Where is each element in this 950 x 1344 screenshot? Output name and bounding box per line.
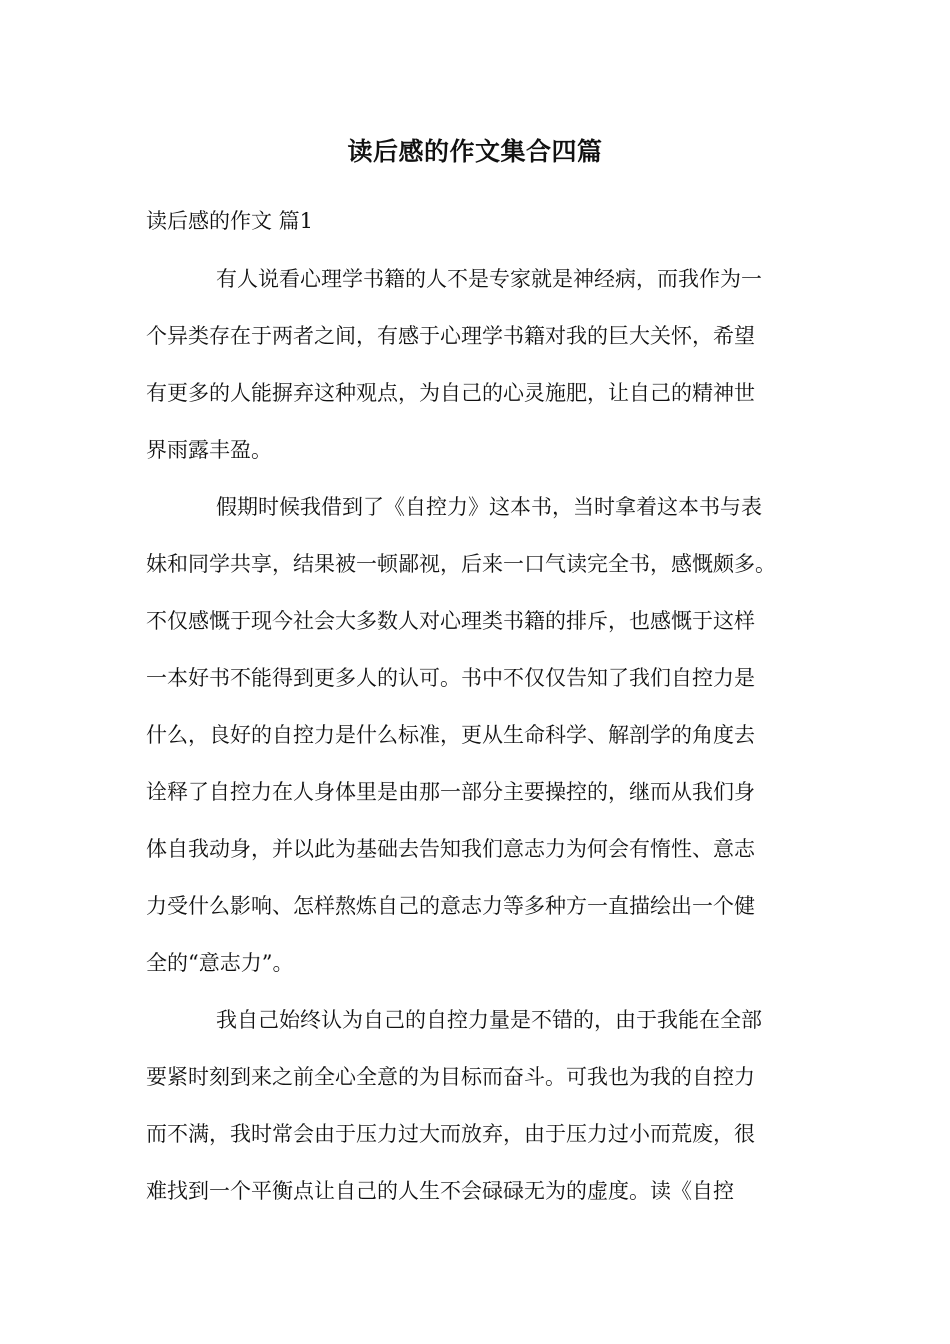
paragraph-line: 诠释了自控力在人身体里是由那一部分主要操控的，继而从我们身 [146, 780, 755, 804]
paragraph-line: 界雨露丰盈。 [146, 438, 272, 462]
paragraph-line: 难找到一个平衡点让自己的人生不会碌碌无为的虚度。读《自控 [146, 1179, 734, 1203]
paragraph-line: 要紧时刻到来之前全心全意的为目标而奋斗。可我也为我的自控力 [146, 1065, 755, 1089]
paragraph-line: 一本好书不能得到更多人的认可。书中不仅仅告知了我们自控力是 [146, 666, 755, 690]
paragraph-line: 我自己始终认为自己的自控力量是不错的，由于我能在全部 [216, 1008, 762, 1032]
document-title: 读后感的作文集合四篇 [347, 137, 603, 166]
paragraph-line: 假期时候我借到了《自控力》这本书，当时拿着这本书与表 [216, 495, 762, 519]
paragraph-line: 不仅感慨于现今社会大多数人对心理类书籍的排斥，也感慨于这样 [146, 609, 755, 633]
paragraph-line: 体自我动身，并以此为基础去告知我们意志力为何会有惰性、意志 [146, 837, 755, 861]
paragraph-line: 个异类存在于两者之间，有感于心理学书籍对我的巨大关怀，希望 [146, 324, 755, 348]
paragraph-line: 力受什么影响、怎样熬炼自己的意志力等多种方一直描绘出一个健 [146, 894, 755, 918]
paragraph-line: 有更多的人能摒弃这种观点，为自己的心灵施肥，让自己的精神世 [146, 381, 755, 405]
paragraph-line: 全的“意志力”。 [146, 951, 294, 975]
paragraph-line: 而不满，我时常会由于压力过大而放弃，由于压力过小而荒废，很 [146, 1122, 755, 1146]
paragraph-line: 有人说看心理学书籍的人不是专家就是神经病，而我作为一 [216, 267, 762, 291]
paragraph-line: 什么，良好的自控力是什么标准，更从生命科学、解剖学的角度去 [146, 723, 755, 747]
section-heading: 读后感的作文 篇1 [146, 209, 314, 233]
paragraph-line: 妹和同学共享，结果被一顿鄙视，后来一口气读完全书，感慨颇多。 [146, 552, 776, 576]
